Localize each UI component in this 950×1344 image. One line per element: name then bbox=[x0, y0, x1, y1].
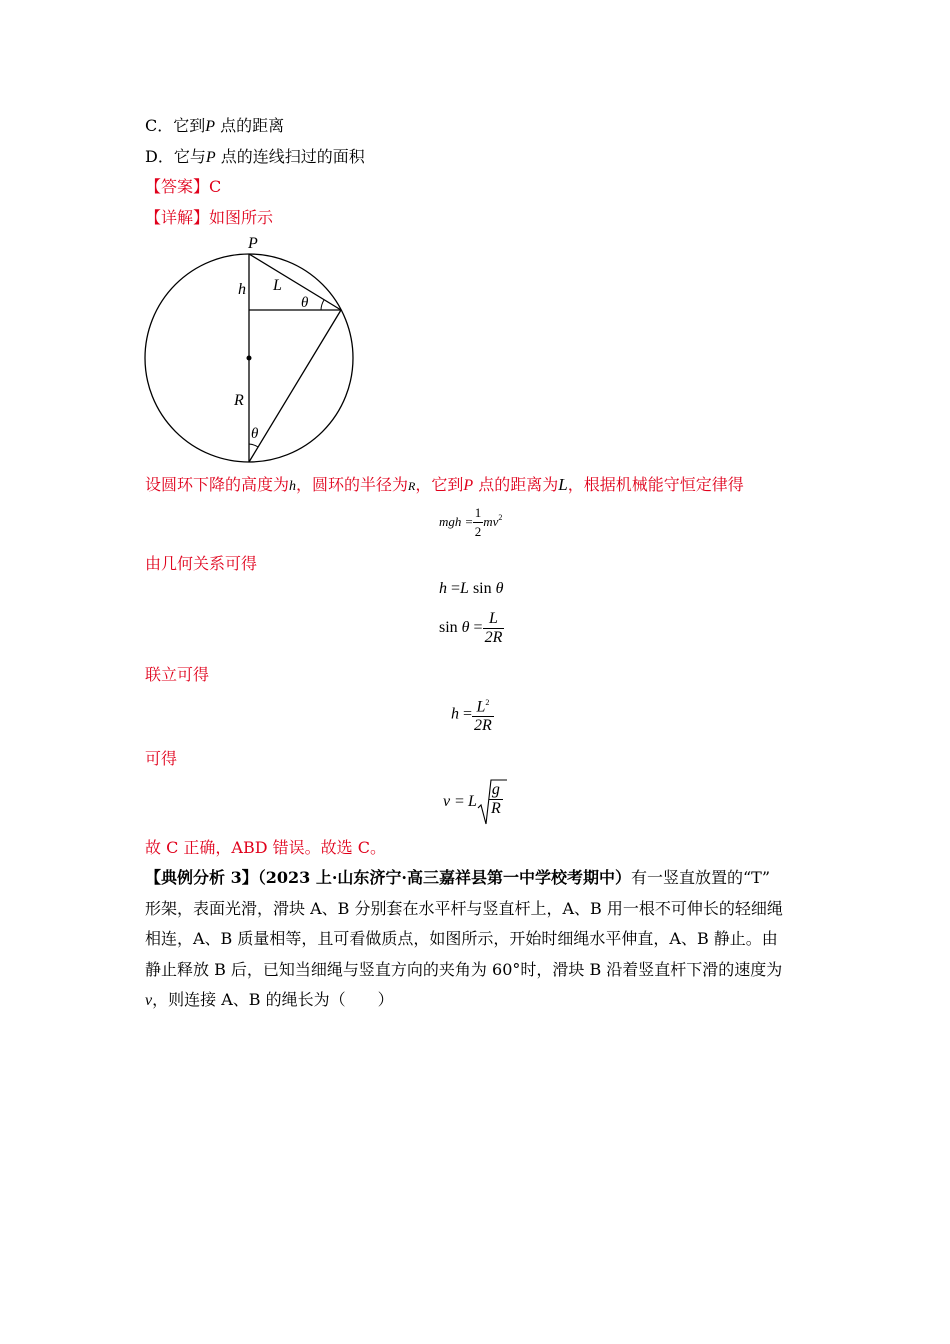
expl-var-L: L bbox=[558, 475, 568, 494]
result-intro: 可得 bbox=[145, 749, 178, 768]
combine-intro: 联立可得 bbox=[145, 665, 210, 684]
hfrac-num: L bbox=[476, 698, 486, 716]
example-var-v: v bbox=[145, 992, 153, 1009]
expl-var-h: h bbox=[289, 479, 297, 494]
sinfrac-theta: θ bbox=[461, 619, 470, 637]
answer-value: C bbox=[209, 177, 222, 196]
answer-line bbox=[145, 176, 221, 198]
label-theta-bottom: θ bbox=[251, 426, 259, 442]
veq-num: g bbox=[489, 781, 503, 800]
hfrac-exp: 2 bbox=[485, 698, 490, 707]
energy-num: 1 bbox=[473, 504, 484, 523]
option-d-suffix: 点的连线扫过的面积 bbox=[220, 147, 365, 166]
energy-fraction bbox=[473, 504, 484, 541]
hsin-sin: sin bbox=[472, 580, 492, 597]
label-theta-top: θ bbox=[301, 295, 309, 311]
energy-rhs: mv bbox=[483, 514, 499, 530]
sinfrac-sin: sin bbox=[439, 619, 458, 637]
equation-energy bbox=[439, 504, 502, 541]
hfrac-lhs: h bbox=[451, 705, 459, 723]
label-L: L bbox=[273, 277, 282, 294]
hfrac-fraction bbox=[472, 694, 494, 735]
sinfrac-num: L bbox=[483, 610, 505, 629]
detail-label: 【详解】 bbox=[145, 208, 210, 227]
hsin-lhs: h bbox=[439, 580, 447, 597]
energy-exp: 2 bbox=[498, 512, 503, 522]
option-c-suffix: 点的距离 bbox=[220, 116, 285, 135]
equation-h-frac bbox=[451, 694, 494, 735]
option-d bbox=[145, 146, 365, 169]
example-text-0: 有一竖直放置的“T” bbox=[630, 868, 771, 887]
energy-eq: = bbox=[465, 514, 473, 530]
explanation-line-1 bbox=[145, 474, 744, 498]
label-h: h bbox=[238, 281, 246, 298]
example-line-1 bbox=[145, 863, 810, 894]
answer-label: 【答案】 bbox=[145, 177, 210, 196]
energy-den: 2 bbox=[474, 524, 482, 539]
detail-text: 如图所示 bbox=[209, 208, 274, 227]
expl-text-c: ，它到 bbox=[415, 475, 464, 494]
option-d-prefix: D．它与 bbox=[145, 147, 206, 166]
hfrac-num-wrap bbox=[472, 694, 494, 717]
example-tag: 【典例分析 3】 bbox=[145, 868, 258, 887]
label-P: P bbox=[248, 235, 258, 252]
veq-fraction bbox=[489, 781, 503, 818]
example-3 bbox=[145, 863, 810, 1017]
example-text-2: 相连，A、B 质量相等，且可看做质点，如图所示，开始时细绳水平伸直，A、B 静止。由 bbox=[145, 929, 778, 948]
example-text-3: 静止释放 B 后，已知当细绳与竖直方向的夹角为 60°时，滑块 B 沿着竖直杆下滑的速度为 bbox=[145, 959, 783, 979]
center-dot bbox=[247, 356, 252, 361]
sinfrac-fraction bbox=[483, 610, 505, 647]
detail-line bbox=[145, 207, 273, 229]
conclusion: 故 C 正确，ABD 错误。故选 C。 bbox=[145, 838, 386, 857]
sinfrac-den: 2R bbox=[484, 629, 503, 646]
option-d-var: P bbox=[205, 149, 216, 166]
chord-bottom bbox=[249, 310, 341, 462]
expl-text-b: ，圆环的半径为 bbox=[296, 475, 409, 494]
option-c-var: P bbox=[205, 118, 216, 135]
example-last-text: ，则连接 A、B 的绳长为（ ） bbox=[152, 990, 394, 1009]
sinfrac-eq: = bbox=[473, 619, 483, 637]
expl-var-P: P bbox=[463, 477, 474, 494]
expl-text-a: 设圆环下降的高度为 bbox=[145, 475, 290, 494]
expl-text-d: 点的距离为 bbox=[478, 475, 559, 494]
label-R: R bbox=[234, 392, 244, 409]
energy-lhs: mgh bbox=[439, 514, 462, 530]
geometry-intro: 由几何关系可得 bbox=[145, 554, 258, 573]
equation-h-sin bbox=[439, 580, 503, 598]
expl-var-R: R bbox=[408, 479, 416, 493]
veq-eq: = bbox=[455, 793, 465, 810]
equation-sin-frac bbox=[439, 610, 504, 647]
hsin-L: L bbox=[460, 580, 469, 597]
veq-L: L bbox=[468, 793, 477, 810]
theta-arc-bottom bbox=[249, 444, 258, 447]
example-source: （2023 上·山东济宁·高三嘉祥县第一中学校考期中） bbox=[257, 868, 631, 887]
theta-arc-top bbox=[321, 300, 324, 310]
chord-L bbox=[249, 254, 341, 310]
option-c-prefix: C．它到 bbox=[145, 116, 206, 135]
hfrac-den: 2R bbox=[474, 717, 492, 735]
veq-lhs: v bbox=[443, 793, 451, 810]
example-text-1: 形架，表面光滑，滑块 A、B 分别套在水平杆与竖直杆上，A、B 用一根不可伸长的轻细绳 bbox=[145, 898, 783, 918]
hsin-eq: = bbox=[451, 580, 461, 597]
expl-text-e: ，根据机械能守恒定律得 bbox=[567, 475, 744, 494]
veq-den: R bbox=[491, 800, 501, 817]
hsin-theta: θ bbox=[495, 580, 504, 597]
hfrac-eq: = bbox=[463, 705, 473, 723]
example-text-last bbox=[145, 985, 810, 1017]
circle-diagram bbox=[140, 232, 360, 468]
option-c bbox=[145, 115, 284, 138]
